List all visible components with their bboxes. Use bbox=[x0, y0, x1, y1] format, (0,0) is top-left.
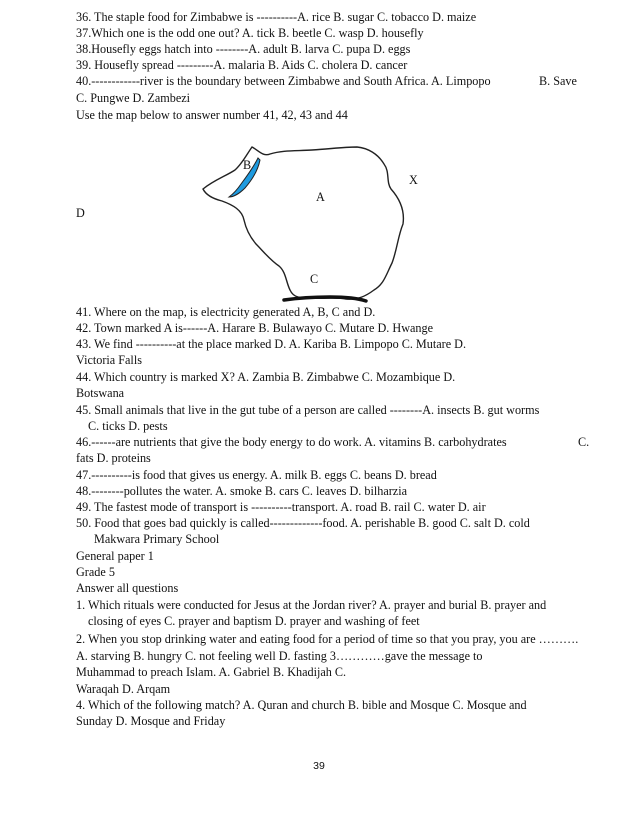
paper-question-1-options: closing of eyes C. prayer and baptism D. prayer and washing of feet bbox=[88, 614, 420, 628]
paper-title: General paper 1 bbox=[76, 549, 154, 563]
question-46 bbox=[76, 434, 590, 450]
question-44-option-d: Botswana bbox=[76, 386, 125, 400]
question-45: 45. Small animals that live in the gut tube of a person are called --------A. insects B. gut worms bbox=[76, 403, 540, 417]
page-number: 39 bbox=[313, 760, 325, 772]
limpopo-river bbox=[284, 297, 366, 301]
question-46-text: 46.------are nutrients that give the body energy to do work. A. vitamins B. carbohydrates bbox=[76, 435, 507, 449]
question-46-option-c: C. bbox=[578, 435, 590, 449]
paper-question-4: 4. Which of the following match? A. Quran and church B. bible and Mosque C. Mosque and bbox=[76, 698, 527, 712]
paper-question-4-options: Sunday D. Mosque and Friday bbox=[76, 714, 226, 728]
map-label-d: D bbox=[76, 206, 85, 220]
question-39: 39. Housefly spread ---------A. malaria B. Aids C. cholera D. cancer bbox=[76, 58, 408, 72]
map-label-b: B bbox=[243, 158, 252, 172]
question-38: 38.Housefly eggs hatch into --------A. adult B. larva C. pupa D. eggs bbox=[76, 42, 411, 56]
question-43: 43. We find ----------at the place marked D. A. Kariba B. Limpopo C. Mutare D. bbox=[76, 337, 467, 351]
school-name: Makwara Primary School bbox=[94, 532, 220, 546]
paper-question-1: 1. Which rituals were conducted for Jesus at the Jordan river? A. prayer and burial B. prayer and bbox=[76, 598, 547, 612]
question-43-option-d: Victoria Falls bbox=[76, 353, 142, 367]
question-50: 50. Food that goes bad quickly is called-------------food. A. perishable B. good C. salt D. cold bbox=[76, 516, 530, 530]
map-label-x: X bbox=[409, 173, 418, 187]
paper-question-2: 2. When you stop drinking water and eating food for a period of time so that you pray, you are ………. bbox=[76, 632, 579, 646]
paper-question-3: Muhammad to preach Islam. A. Gabriel B. Khadijah C. bbox=[76, 665, 347, 679]
map-outline bbox=[0, 0, 638, 330]
question-44: 44. Which country is marked X? A. Zambia B. Zimbabwe C. Mozambique D. bbox=[76, 370, 456, 384]
question-42: 42. Town marked A is------A. Harare B. Bulawayo C. Mutare D. Hwange bbox=[76, 321, 434, 335]
paper-question-3-option-d: Waraqah D. Arqam bbox=[76, 682, 171, 696]
question-45-options: C. ticks D. pests bbox=[88, 419, 168, 433]
paper-question-2-options: A. starving B. hungry C. not feeling well D. fasting 3…………gave the message to bbox=[76, 649, 483, 663]
question-47: 47.----------is food that gives us energy. A. milk B. eggs C. beans D. bread bbox=[76, 468, 437, 482]
map-label-a: A bbox=[316, 190, 325, 204]
country-border bbox=[203, 147, 403, 299]
zimbabwe-map bbox=[0, 0, 638, 330]
question-41: 41. Where on the map, is electricity generated A, B, C and D. bbox=[76, 305, 376, 319]
grade-label: Grade 5 bbox=[76, 565, 115, 579]
question-37: 37.Which one is the odd one out? A. tick B. beetle C. wasp D. housefly bbox=[76, 26, 424, 40]
question-40-options: C. Pungwe D. Zambezi bbox=[76, 91, 191, 105]
question-49: 49. The fastest mode of transport is ----------transport. A. road B. rail C. water D. air bbox=[76, 500, 486, 514]
map-label-c: C bbox=[310, 272, 319, 286]
instructions: Answer all questions bbox=[76, 581, 179, 595]
question-36: 36. The staple food for Zimbabwe is ----------A. rice B. sugar C. tobacco D. maize bbox=[76, 10, 477, 24]
map-instruction: Use the map below to answer number 41, 42, 43 and 44 bbox=[76, 108, 348, 122]
question-40-text: 40.------------river is the boundary between Zimbabwe and South Africa. A. Limpopo bbox=[76, 74, 491, 88]
question-46-options: fats D. proteins bbox=[76, 451, 151, 465]
question-48: 48.--------pollutes the water. A. smoke B. cars C. leaves D. bilharzia bbox=[76, 484, 407, 498]
question-40-option-b: B. Save bbox=[539, 74, 577, 88]
